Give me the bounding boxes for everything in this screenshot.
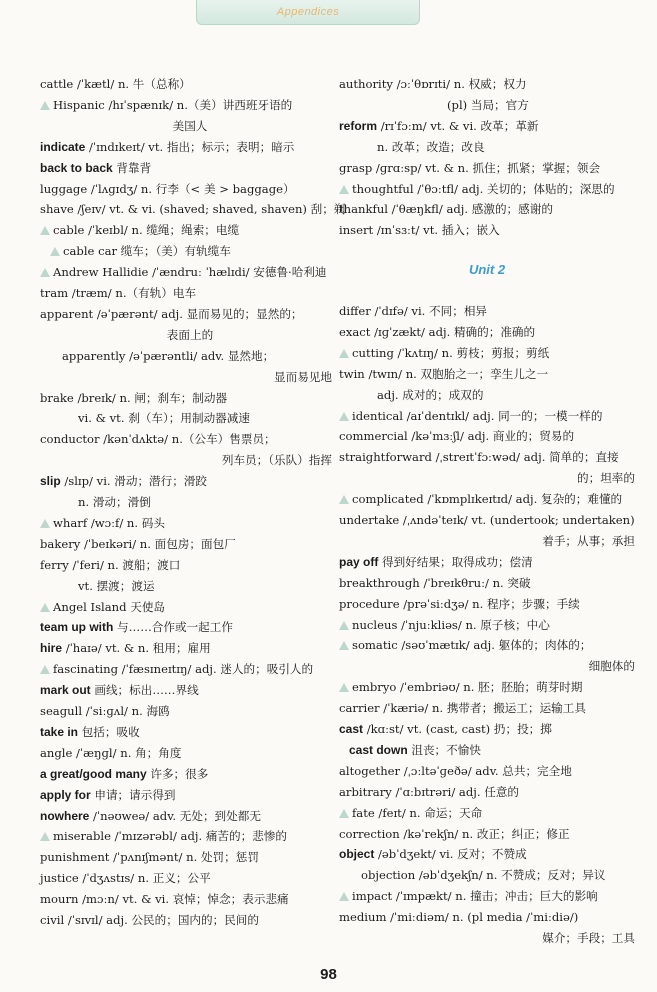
glossary-entry bbox=[339, 491, 635, 507]
entry-text: carrier /ˈkæriə/ n. 携带者；搬运工；运输工具 bbox=[339, 701, 586, 716]
glossary-entry bbox=[40, 390, 332, 406]
entry-text: shave /ʃeɪv/ vt. & vi. (shaved; shaved, shaven) 刮；剃 bbox=[40, 202, 346, 217]
glossary-entry bbox=[40, 201, 346, 217]
glossary-entry bbox=[40, 724, 332, 740]
entry-text: impact /ˈɪmpækt/ n. 撞击；冲击；巨大的影响 bbox=[352, 889, 598, 904]
glossary-entry bbox=[78, 578, 332, 594]
glossary-entry bbox=[40, 306, 332, 322]
entry-text: mourn /mɔːn/ vt. & vi. 哀悼；悼念；表示悲痛 bbox=[40, 892, 289, 907]
glossary-entry bbox=[339, 826, 635, 842]
glossary-entry bbox=[339, 76, 635, 92]
glossary-entry bbox=[339, 554, 635, 570]
glossary-entry bbox=[40, 703, 332, 719]
glossary-entry bbox=[40, 808, 332, 824]
triangle-marker-icon bbox=[339, 495, 349, 504]
glossary-entry bbox=[339, 324, 635, 340]
entry-headword: nowhere bbox=[40, 808, 90, 823]
glossary-entry bbox=[339, 408, 635, 424]
glossary-entry bbox=[40, 640, 332, 656]
glossary-entry bbox=[40, 139, 332, 155]
entry-text: vt. 摆渡；渡运 bbox=[78, 578, 155, 593]
entry-text: complicated /ˈkɒmplɪkeɪtɪd/ adj. 复杂的；难懂的 bbox=[352, 492, 623, 507]
entry-text: apparently /əˈpærəntli/ adv. 显然地； bbox=[62, 348, 275, 363]
glossary-entry bbox=[222, 452, 332, 468]
triangle-marker-icon bbox=[339, 809, 349, 818]
entry-text: 着手；从事；承担 bbox=[542, 533, 635, 548]
glossary-entry bbox=[40, 327, 340, 343]
entry-text: 沮丧；不愉快 bbox=[407, 742, 481, 757]
entry-text: differ /ˈdɪfə/ vi. 不同；相异 bbox=[339, 304, 488, 318]
entry-text: Andrew Hallidie /ˈændruː ˈhælɪdi/ 安德鲁·哈利迪 bbox=[53, 265, 327, 280]
entry-text: adj. 成对的；成双的 bbox=[377, 387, 484, 402]
glossary-entry bbox=[40, 619, 332, 635]
entry-text: correction /kəˈrekʃn/ n. 改正；纠正；修正 bbox=[339, 826, 570, 841]
entry-text: justice /ˈdʒʌstɪs/ n. 正义；公平 bbox=[40, 871, 211, 886]
glossary-entry bbox=[339, 512, 635, 528]
entry-text: /əbˈdʒekt/ vi. 反对；不赞成 bbox=[374, 847, 527, 862]
entry-text: angle /ˈæŋɡl/ n. 角；角度 bbox=[40, 745, 182, 760]
glossary-entry bbox=[339, 181, 635, 197]
entry-text: /rɪˈfɔːm/ vt. & vi. 改革；革新 bbox=[377, 118, 539, 133]
triangle-marker-icon bbox=[339, 683, 349, 692]
entry-text: arbitrary /ˈɑːbɪtrəri/ adj. 任意的 bbox=[339, 784, 520, 799]
entry-text: vi. & vt. 刹（车）；用制动器减速 bbox=[78, 411, 250, 426]
entry-text: seagull /ˈsiːɡʌl/ n. 海鸥 bbox=[40, 704, 170, 718]
entry-text: civil /ˈsɪvɪl/ adj. 公民的；国内的；民间的 bbox=[40, 913, 259, 927]
page-number: 98 bbox=[320, 966, 337, 983]
entry-text: cable /ˈkeɪbl/ n. 缆绳；绳索；电缆 bbox=[53, 223, 240, 238]
entry-text: 包括；吸收 bbox=[78, 724, 140, 739]
glossary-entry bbox=[40, 264, 332, 280]
glossary-entry bbox=[339, 596, 635, 612]
entry-text: miserable /ˈmɪzərəbl/ adj. 痛苦的；悲惨的 bbox=[53, 829, 287, 844]
entry-text: authority /ɔːˈθɒrɪti/ n. 权威；权力 bbox=[339, 77, 527, 91]
glossary-entry bbox=[40, 76, 332, 92]
glossary-entry bbox=[40, 160, 332, 176]
glossary-entry bbox=[78, 410, 332, 426]
entry-headword: reform bbox=[339, 118, 378, 133]
entry-headword: apply for bbox=[40, 787, 91, 802]
glossary-entry bbox=[339, 222, 635, 238]
glossary-entry bbox=[542, 533, 635, 549]
triangle-marker-icon bbox=[40, 832, 50, 841]
entry-text: wharf /wɔːf/ n. 码头 bbox=[53, 515, 165, 530]
entry-text: thankful /ˈθæŋkfl/ adj. 感激的；感谢的 bbox=[339, 202, 553, 217]
glossary-entry bbox=[274, 369, 332, 385]
glossary-entry bbox=[40, 97, 332, 113]
entry-text: 许多；很多 bbox=[146, 766, 209, 781]
entry-text: 美国人 bbox=[172, 118, 208, 133]
entry-text: 细胞体的 bbox=[588, 659, 635, 674]
glossary-entry bbox=[339, 784, 635, 800]
entry-text: 的；坦率的 bbox=[577, 471, 635, 486]
glossary-entry bbox=[339, 679, 635, 695]
entry-headword: indicate bbox=[40, 139, 86, 154]
glossary-entry bbox=[40, 557, 332, 573]
entry-text: punishment /ˈpʌnɪʃmənt/ n. 处罚；惩罚 bbox=[40, 850, 259, 865]
entry-text: n. 滑动；滑倒 bbox=[78, 495, 151, 509]
glossary-entry bbox=[339, 345, 635, 361]
entry-text: twin /twɪn/ n. 双胞胎之一；孪生儿之一 bbox=[339, 366, 549, 381]
entry-text: luggage /ˈlʌɡɪdʒ/ n. 行李（< 美 > baggage） bbox=[40, 181, 295, 196]
glossary-entry bbox=[40, 891, 332, 907]
glossary-entry bbox=[339, 617, 635, 633]
glossary-entry bbox=[40, 661, 332, 677]
entry-text: exact /ɪɡˈzækt/ adj. 精确的；准确的 bbox=[339, 324, 536, 339]
entry-text: breakthrough /ˈbreɪkθruː/ n. 突破 bbox=[339, 575, 531, 590]
triangle-marker-icon bbox=[50, 247, 60, 256]
entry-text: identical /aɪˈdentɪkl/ adj. 同一的；一模一样的 bbox=[352, 408, 603, 423]
triangle-marker-icon bbox=[339, 621, 349, 630]
glossary-entry bbox=[40, 912, 332, 928]
entry-text: apparent /əˈpærənt/ adj. 显而易见的；显然的； bbox=[40, 306, 303, 321]
entry-text: objection /əbˈdʒekʃn/ n. 不赞成；反对；异议 bbox=[361, 868, 606, 883]
triangle-marker-icon bbox=[40, 268, 50, 277]
triangle-marker-icon bbox=[40, 665, 50, 674]
glossary-entry bbox=[40, 787, 332, 803]
entry-text: conductor /kənˈdʌktə/ n.（公车）售票员； bbox=[40, 432, 276, 447]
entry-headword: take in bbox=[40, 724, 79, 739]
entry-text: medium /ˈmiːdiəm/ n. (pl media /ˈmiːdiə/) bbox=[339, 910, 579, 925]
glossary-entry bbox=[339, 428, 635, 444]
entry-text: 显而易见地 bbox=[274, 369, 332, 384]
entry-text: 得到好结果；取得成功；偿清 bbox=[378, 554, 533, 569]
glossary-entry bbox=[40, 599, 332, 615]
triangle-marker-icon bbox=[339, 892, 349, 901]
glossary-entry bbox=[339, 721, 635, 737]
entry-headword: mark out bbox=[40, 683, 91, 698]
entry-text: /ˈnəʊweə/ adv. 无处；到处都无 bbox=[89, 808, 261, 823]
triangle-marker-icon bbox=[40, 101, 50, 110]
entry-headword: team up with bbox=[40, 620, 114, 635]
glossary-entry bbox=[339, 909, 635, 925]
glossary-entry bbox=[377, 139, 635, 155]
entry-text: tram /træm/ n.（有轨）电车 bbox=[40, 286, 197, 300]
section-title: Appendices bbox=[276, 6, 340, 18]
glossary-entry bbox=[339, 201, 635, 217]
entry-text: cutting /ˈkʌtɪŋ/ n. 剪枝；剪报；剪纸 bbox=[352, 345, 550, 360]
triangle-marker-icon bbox=[40, 603, 50, 612]
entry-headword: pay off bbox=[339, 554, 379, 569]
triangle-marker-icon bbox=[40, 226, 50, 235]
triangle-marker-icon bbox=[339, 412, 349, 421]
glossary-entry bbox=[40, 870, 332, 886]
glossary-entry bbox=[349, 742, 635, 758]
glossary-entry bbox=[339, 763, 635, 779]
entry-text: 表面上的 bbox=[166, 327, 214, 342]
glossary-entry bbox=[40, 473, 332, 489]
entry-text: undertake /ˌʌndəˈteɪk/ vt. (undertook; undertaken) bbox=[339, 513, 635, 527]
glossary-entry bbox=[40, 766, 332, 782]
entry-text: grasp /ɡrɑːsp/ vt. & n. 抓住；抓紧；掌握；领会 bbox=[339, 160, 601, 175]
glossary-entry bbox=[40, 431, 332, 447]
entry-text: ferry /ˈferi/ n. 渡船；渡口 bbox=[40, 557, 181, 572]
glossary-entry bbox=[339, 846, 635, 862]
entry-text: 背靠背 bbox=[112, 160, 152, 175]
glossary-entry bbox=[377, 387, 635, 403]
glossary-entry bbox=[339, 888, 635, 904]
entry-text: brake /breɪk/ n. 闸；刹车；制动器 bbox=[40, 390, 228, 405]
entry-text: insert /ɪnˈsɜːt/ vt. 插入；嵌入 bbox=[339, 223, 500, 238]
entry-text: 与……合作或一起工作 bbox=[113, 620, 233, 635]
entry-headword: cast down bbox=[349, 742, 408, 757]
entry-headword: cast bbox=[339, 722, 364, 736]
entry-text: fascinating /ˈfæsɪneɪtɪŋ/ adj. 迷人的；吸引人的 bbox=[53, 662, 314, 677]
glossary-entry bbox=[40, 849, 332, 865]
entry-text: embryo /ˈembriəʊ/ n. 胚；胚胎；萌芽时期 bbox=[352, 680, 583, 695]
glossary-entry bbox=[62, 348, 332, 364]
entry-text: bakery /ˈbeɪkəri/ n. 面包房；面包厂 bbox=[40, 536, 236, 551]
entry-headword: slip bbox=[40, 474, 61, 489]
glossary-entry bbox=[40, 828, 332, 844]
glossary-entry bbox=[542, 930, 635, 946]
glossary-entry bbox=[40, 222, 332, 238]
glossary-entry bbox=[40, 515, 332, 531]
entry-text: commercial /kəˈmɜːʃl/ adj. 商业的；贸易的 bbox=[339, 429, 575, 444]
entry-headword: back to back bbox=[40, 160, 113, 175]
glossary-entry bbox=[78, 494, 332, 510]
entry-text: n. 改革；改造；改良 bbox=[377, 139, 485, 154]
entry-text: 画线；标出……界线 bbox=[90, 683, 199, 698]
glossary-entry bbox=[339, 160, 635, 176]
glossary-entry bbox=[40, 745, 332, 761]
entry-text: straightforward /ˌstreɪtˈfɔːwəd/ adj. 简单的；直接 bbox=[339, 450, 619, 465]
entry-text: 媒介；手段；工具 bbox=[542, 931, 635, 945]
entry-text: somatic /səʊˈmætɪk/ adj. 躯体的；肉体的； bbox=[352, 638, 592, 653]
glossary-entry bbox=[339, 805, 635, 821]
glossary-entry bbox=[339, 575, 635, 591]
right-column bbox=[339, 0, 635, 960]
glossary-entry bbox=[361, 867, 635, 883]
glossary-entry bbox=[40, 181, 332, 197]
entry-text: procedure /prəˈsiːdʒə/ n. 程序；步骤；手续 bbox=[339, 596, 580, 611]
glossary-entry bbox=[577, 470, 635, 486]
entry-text: fate /feɪt/ n. 命运；天命 bbox=[352, 805, 483, 820]
glossary-entry bbox=[40, 118, 340, 134]
unit-heading: Unit 2 bbox=[468, 262, 506, 277]
entry-text: /ˈɪndɪkeɪt/ vt. 指出；标示；表明；暗示 bbox=[85, 139, 295, 154]
left-column bbox=[40, 0, 346, 960]
entry-text: altogether /ˌɔːltəˈɡeðə/ adv. 总共；完全地 bbox=[339, 763, 572, 778]
entry-text: Angel Island 天使岛 bbox=[53, 599, 166, 614]
entry-text: thoughtful /ˈθɔːtfl/ adj. 关切的；体贴的；深思的 bbox=[352, 181, 615, 196]
entry-text: 列车员；（乐队）指挥 bbox=[221, 453, 332, 468]
glossary-entry bbox=[339, 700, 635, 716]
entry-text: nucleus /ˈnjuːkliəs/ n. 原子核；中心 bbox=[352, 617, 550, 632]
glossary-entry bbox=[339, 366, 635, 382]
glossary-entry bbox=[40, 536, 332, 552]
triangle-marker-icon bbox=[40, 519, 50, 528]
entry-text: /slɪp/ vi. 滑动；潜行；滑跤 bbox=[60, 474, 208, 489]
glossary-entry bbox=[589, 658, 635, 674]
glossary-entry bbox=[50, 243, 332, 259]
entry-headword: hire bbox=[40, 641, 63, 656]
entry-text: /kɑːst/ vt. (cast, cast) 扔；投；掷 bbox=[363, 722, 552, 736]
glossary-entry bbox=[339, 449, 635, 465]
glossary-entry bbox=[447, 97, 635, 113]
glossary-entry bbox=[339, 637, 635, 653]
glossary-entry bbox=[339, 303, 635, 319]
entry-headword: a great/good many bbox=[40, 766, 147, 781]
glossary-entry bbox=[339, 118, 635, 134]
entry-text: Hispanic /hɪˈspænɪk/ n.（美）讲西班牙语的 bbox=[53, 97, 293, 112]
entry-headword: object bbox=[339, 847, 375, 862]
entry-text: cattle /ˈkætl/ n. 牛（总称） bbox=[40, 77, 191, 91]
entry-text: (pl) 当局；官方 bbox=[447, 97, 529, 112]
triangle-marker-icon bbox=[339, 349, 349, 358]
glossary-entry bbox=[40, 682, 332, 698]
triangle-marker-icon bbox=[339, 185, 349, 194]
entry-text: cable car 缆车；（美）有轨缆车 bbox=[63, 244, 231, 259]
glossary-entry bbox=[40, 285, 332, 301]
triangle-marker-icon bbox=[339, 641, 349, 650]
entry-text: /ˈhaɪə/ vt. & n. 租用；雇用 bbox=[62, 641, 211, 656]
entry-text: 申请；请示得到 bbox=[90, 787, 176, 802]
